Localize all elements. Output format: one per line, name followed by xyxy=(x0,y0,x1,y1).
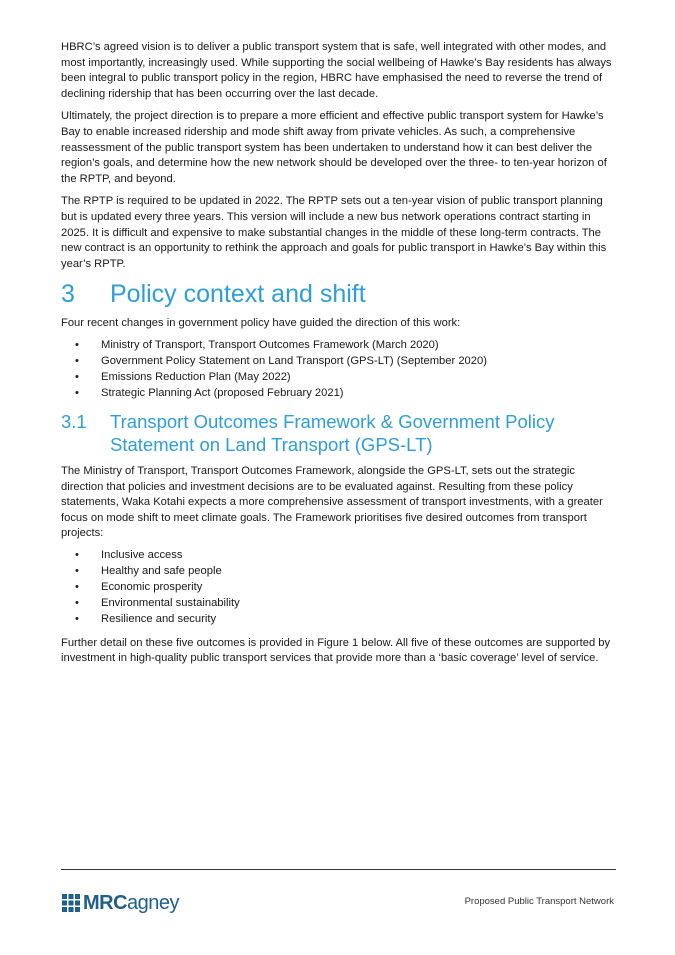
list-item-text: Emissions Reduction Plan (May 2022) xyxy=(101,370,291,383)
section-3-1-number: 3.1 xyxy=(61,410,87,432)
list-item xyxy=(61,563,616,579)
section-3-1-outro: Further detail on these five outcomes is provided in Figure 1 below. All five of these outcomes are supported by investment in high-quality public transport services that provide more than a ‘basic coverage’ level of service. xyxy=(61,636,611,665)
logo-bold-text: MRC xyxy=(83,892,128,914)
list-item xyxy=(61,353,616,369)
list-item-text: Ministry of Transport, Transport Outcomes Framework (March 2020) xyxy=(101,338,439,351)
list-item-text: Economic prosperity xyxy=(101,580,203,593)
section-3-intro: Four recent changes in government policy have guided the direction of this work: xyxy=(61,317,461,330)
section-3-number: 3 xyxy=(61,280,75,309)
section-3-1-title: Transport Outcomes Framework & Government Policy Statement on Land Transport (GPS-LT) xyxy=(110,410,555,455)
bullet-icon: • xyxy=(75,612,79,625)
list-item xyxy=(61,385,616,401)
list-item xyxy=(61,369,616,385)
list-item-text: Strategic Planning Act (proposed February 2021) xyxy=(101,386,344,399)
section-3-1-heading xyxy=(61,410,616,456)
mrcagney-logo xyxy=(62,893,179,913)
bullet-icon: • xyxy=(75,354,79,367)
list-item-text: Resilience and security xyxy=(101,612,217,625)
intro-paragraph-1: HBRC’s agreed vision is to deliver a public transport system that is safe, well integrated with other modes, and most importantly, increasingly used. While supporting the social wellbeing of Hawke’s Bay residents has always been integral to public transport policy in the region, HBRC have emphasised the need to reverse the trend of declining ridership that has been occurring over the last decade. xyxy=(61,41,612,100)
section-3-title: Policy context and shift xyxy=(110,280,366,309)
list-item xyxy=(61,611,616,627)
list-item xyxy=(61,337,616,353)
policy-changes-list xyxy=(61,337,616,401)
bullet-icon: • xyxy=(75,580,79,593)
list-item-text: Healthy and safe people xyxy=(101,564,222,577)
list-item-text: Government Policy Statement on Land Transport (GPS-LT) (September 2020) xyxy=(101,354,487,367)
bullet-icon: • xyxy=(75,338,79,351)
logo-wordmark xyxy=(83,893,179,913)
list-item xyxy=(61,595,616,611)
bullet-icon: • xyxy=(75,596,79,609)
intro-paragraph-2: Ultimately, the project direction is to prepare a more efficient and effective public transport system for Hawke’s Bay to enable increased ridership and mode shift away from private vehicles. As such, a comprehensive reassessment of the public transport system has been undertaken to understand how it can best deliver the region’s goals, and determine how the new network should be developed over the three- to ten-year horizon of the RPTP, and beyond. xyxy=(61,110,607,185)
footer-divider xyxy=(61,869,616,870)
list-item xyxy=(61,547,616,563)
list-item-text: Inclusive access xyxy=(101,548,183,561)
bullet-icon: • xyxy=(75,370,79,383)
bullet-icon: • xyxy=(75,386,79,399)
outcomes-list xyxy=(61,547,616,627)
section-3-1-intro: The Ministry of Transport, Transport Outcomes Framework, alongside the GPS-LT, sets out the strategic direction that policies and investment decisions are to be evaluated against. Resulting from these policy statements, Waka Kotahi expects a more comprehensive assessment of transport investments, with a greater focus on mode shift to meet climate goals. The Framework prioritises five desired outcomes from transport projects: xyxy=(61,464,603,540)
logo-light-text: agney xyxy=(127,892,180,914)
logo-mark-icon xyxy=(62,894,80,912)
intro-paragraph-3: The RPTP is required to be updated in 2022. The RPTP sets out a ten-year vision of public transport planning but is updated every three years. This version will include a new bus network operations contract starting in 2025. It is difficult and expensive to make substantial changes in the middle of these long-term contracts. The new contract is an opportunity to rethink the approach and goals for public transport in Hawke’s Bay within this year’s RPTP. xyxy=(61,195,607,270)
bullet-icon: • xyxy=(75,548,79,561)
section-3-heading xyxy=(61,279,616,309)
list-item xyxy=(61,579,616,595)
footer-document-title: Proposed Public Transport Network xyxy=(464,896,614,907)
bullet-icon: • xyxy=(75,564,79,577)
page-content xyxy=(61,40,616,667)
list-item-text: Environmental sustainability xyxy=(101,596,240,609)
